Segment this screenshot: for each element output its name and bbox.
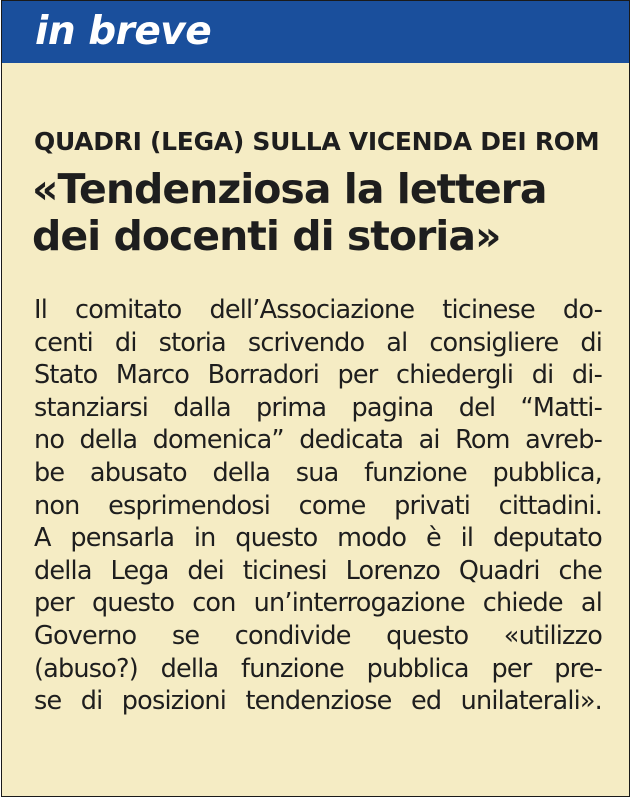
- article-kicker: QUADRI (LEGA) SULLA VICENDA DEI ROM: [34, 127, 600, 156]
- headline-line: dei docenti di storia»: [32, 212, 501, 260]
- body-line: Il comitato dell’Associazione ticinese do-: [34, 295, 602, 325]
- body-line: be abusato della sua funzione pubblica,: [34, 457, 602, 488]
- body-line: (abuso?) della funzione pubblica per pre-: [34, 653, 602, 684]
- body-line: Stato Marco Borradori per chiedergli di di-: [34, 360, 602, 391]
- body-line: se di posizioni tendenziose ed unilaterali».: [34, 686, 602, 717]
- headline-line: «Tendenziosa la lettera: [32, 165, 547, 213]
- body-line: stanziarsi dalla prima pagina del “Matti-: [34, 392, 602, 423]
- news-brief-box: [1, 0, 630, 797]
- body-line: non esprimendosi come privati cittadini.: [34, 490, 602, 521]
- body-line: centi di storia scrivendo al consigliere di: [34, 327, 602, 358]
- body-line: della Lega dei ticinesi Lorenzo Quadri che: [34, 555, 602, 586]
- section-label: in breve: [35, 9, 212, 54]
- section-header-bar: [2, 1, 629, 63]
- article-body: [34, 294, 602, 718]
- body-line: A pensarla in questo modo è il deputato: [34, 523, 602, 554]
- body-line: per questo con un’interrogazione chiede al: [34, 588, 602, 619]
- body-line: Governo se condivide questo «utilizzo: [34, 620, 602, 651]
- body-line: no della domenica” dedicata ai Rom avreb-: [34, 425, 602, 456]
- article-headline: [32, 166, 547, 260]
